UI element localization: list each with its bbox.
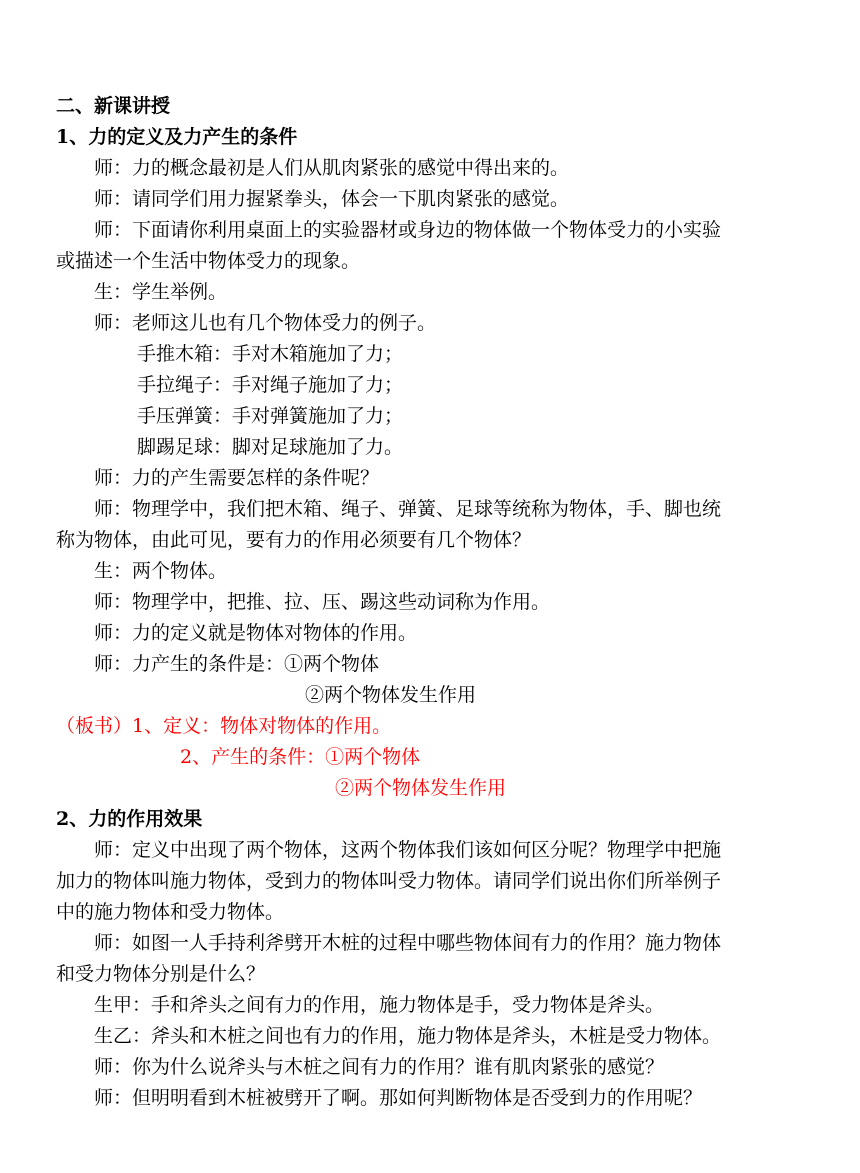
- paragraph-line: 师：力的定义就是物体对物体的作用。: [94, 622, 418, 644]
- example-line: 手推木箱：手对木箱施加了力；: [137, 343, 404, 365]
- paragraph-line: 师：物理学中，把推、拉、压、踢这些动词称为作用。: [94, 591, 551, 613]
- paragraph-line: 师：你为什么说斧头与木桩之间有力的作用？谁有肌肉紧张的感觉？: [94, 1056, 665, 1078]
- section-heading: 二、新课讲授: [56, 95, 171, 117]
- subsection-heading-force-effect: 2、力的作用效果: [56, 808, 203, 830]
- paragraph-line: 师：如图一人手持利斧劈开木桩的过程中哪些物体间有力的作用？施力物体: [94, 932, 722, 954]
- condition-line: ②两个物体发生作用: [305, 684, 477, 706]
- example-line: 手压弹簧：手对弹簧施加了力；: [137, 405, 404, 427]
- paragraph-line: 加力的物体叫施力物体，受到力的物体叫受力物体。请同学们说出你们所举例子: [56, 870, 722, 892]
- paragraph-line: 生：学生举例。: [94, 281, 228, 303]
- board-note-definition: （板书）1、定义：物体对物体的作用。: [56, 715, 392, 737]
- paragraph-line: 生甲：手和斧头之间有力的作用，施力物体是手，受力物体是斧头。: [94, 994, 665, 1016]
- paragraph-line: 师：力的概念最初是人们从肌肉紧张的感觉中得出来的。: [94, 157, 570, 179]
- paragraph-line: 师：请同学们用力握紧拳头，体会一下肌肉紧张的感觉。: [94, 188, 570, 210]
- paragraph-line: 生：两个物体。: [94, 560, 228, 582]
- paragraph-line: 或描述一个生活中物体受力的现象。: [56, 250, 361, 272]
- subsection-heading-force-definition: 1、力的定义及力产生的条件: [56, 126, 298, 148]
- paragraph-line: 师：下面请你利用桌面上的实验器材或身边的物体做一个物体受力的小实验: [94, 219, 722, 241]
- paragraph-line: 称为物体，由此可见，要有力的作用必须要有几个物体？: [56, 529, 532, 551]
- paragraph-line: 中的施力物体和受力物体。: [56, 901, 285, 923]
- example-line: 脚踢足球：脚对足球施加了力。: [137, 436, 404, 458]
- paragraph-line: 师：但明明看到木桩被劈开了啊。那如何判断物体是否受到力的作用呢？: [94, 1087, 703, 1109]
- paragraph-line: 生乙：斧头和木桩之间也有力的作用，施力物体是斧头，木桩是受力物体。: [94, 1025, 722, 1047]
- paragraph-line: 师：定义中出现了两个物体，这两个物体我们该如何区分呢？物理学中把施: [94, 839, 722, 861]
- paragraph-line: 师：老师这儿也有几个物体受力的例子。: [94, 312, 437, 334]
- paragraph-line: 师：物理学中，我们把木箱、绳子、弹簧、足球等统称为物体，手、脚也统: [94, 498, 722, 520]
- paragraph-line: 师：力产生的条件是：①两个物体: [94, 653, 380, 675]
- board-note-condition-2: ②两个物体发生作用: [335, 777, 507, 799]
- paragraph-line: 师：力的产生需要怎样的条件呢？: [94, 467, 380, 489]
- board-note-condition: 2、产生的条件：①两个物体: [180, 746, 421, 768]
- paragraph-line: 和受力物体分别是什么？: [56, 963, 266, 985]
- example-line: 手拉绳子：手对绳子施加了力；: [137, 374, 404, 396]
